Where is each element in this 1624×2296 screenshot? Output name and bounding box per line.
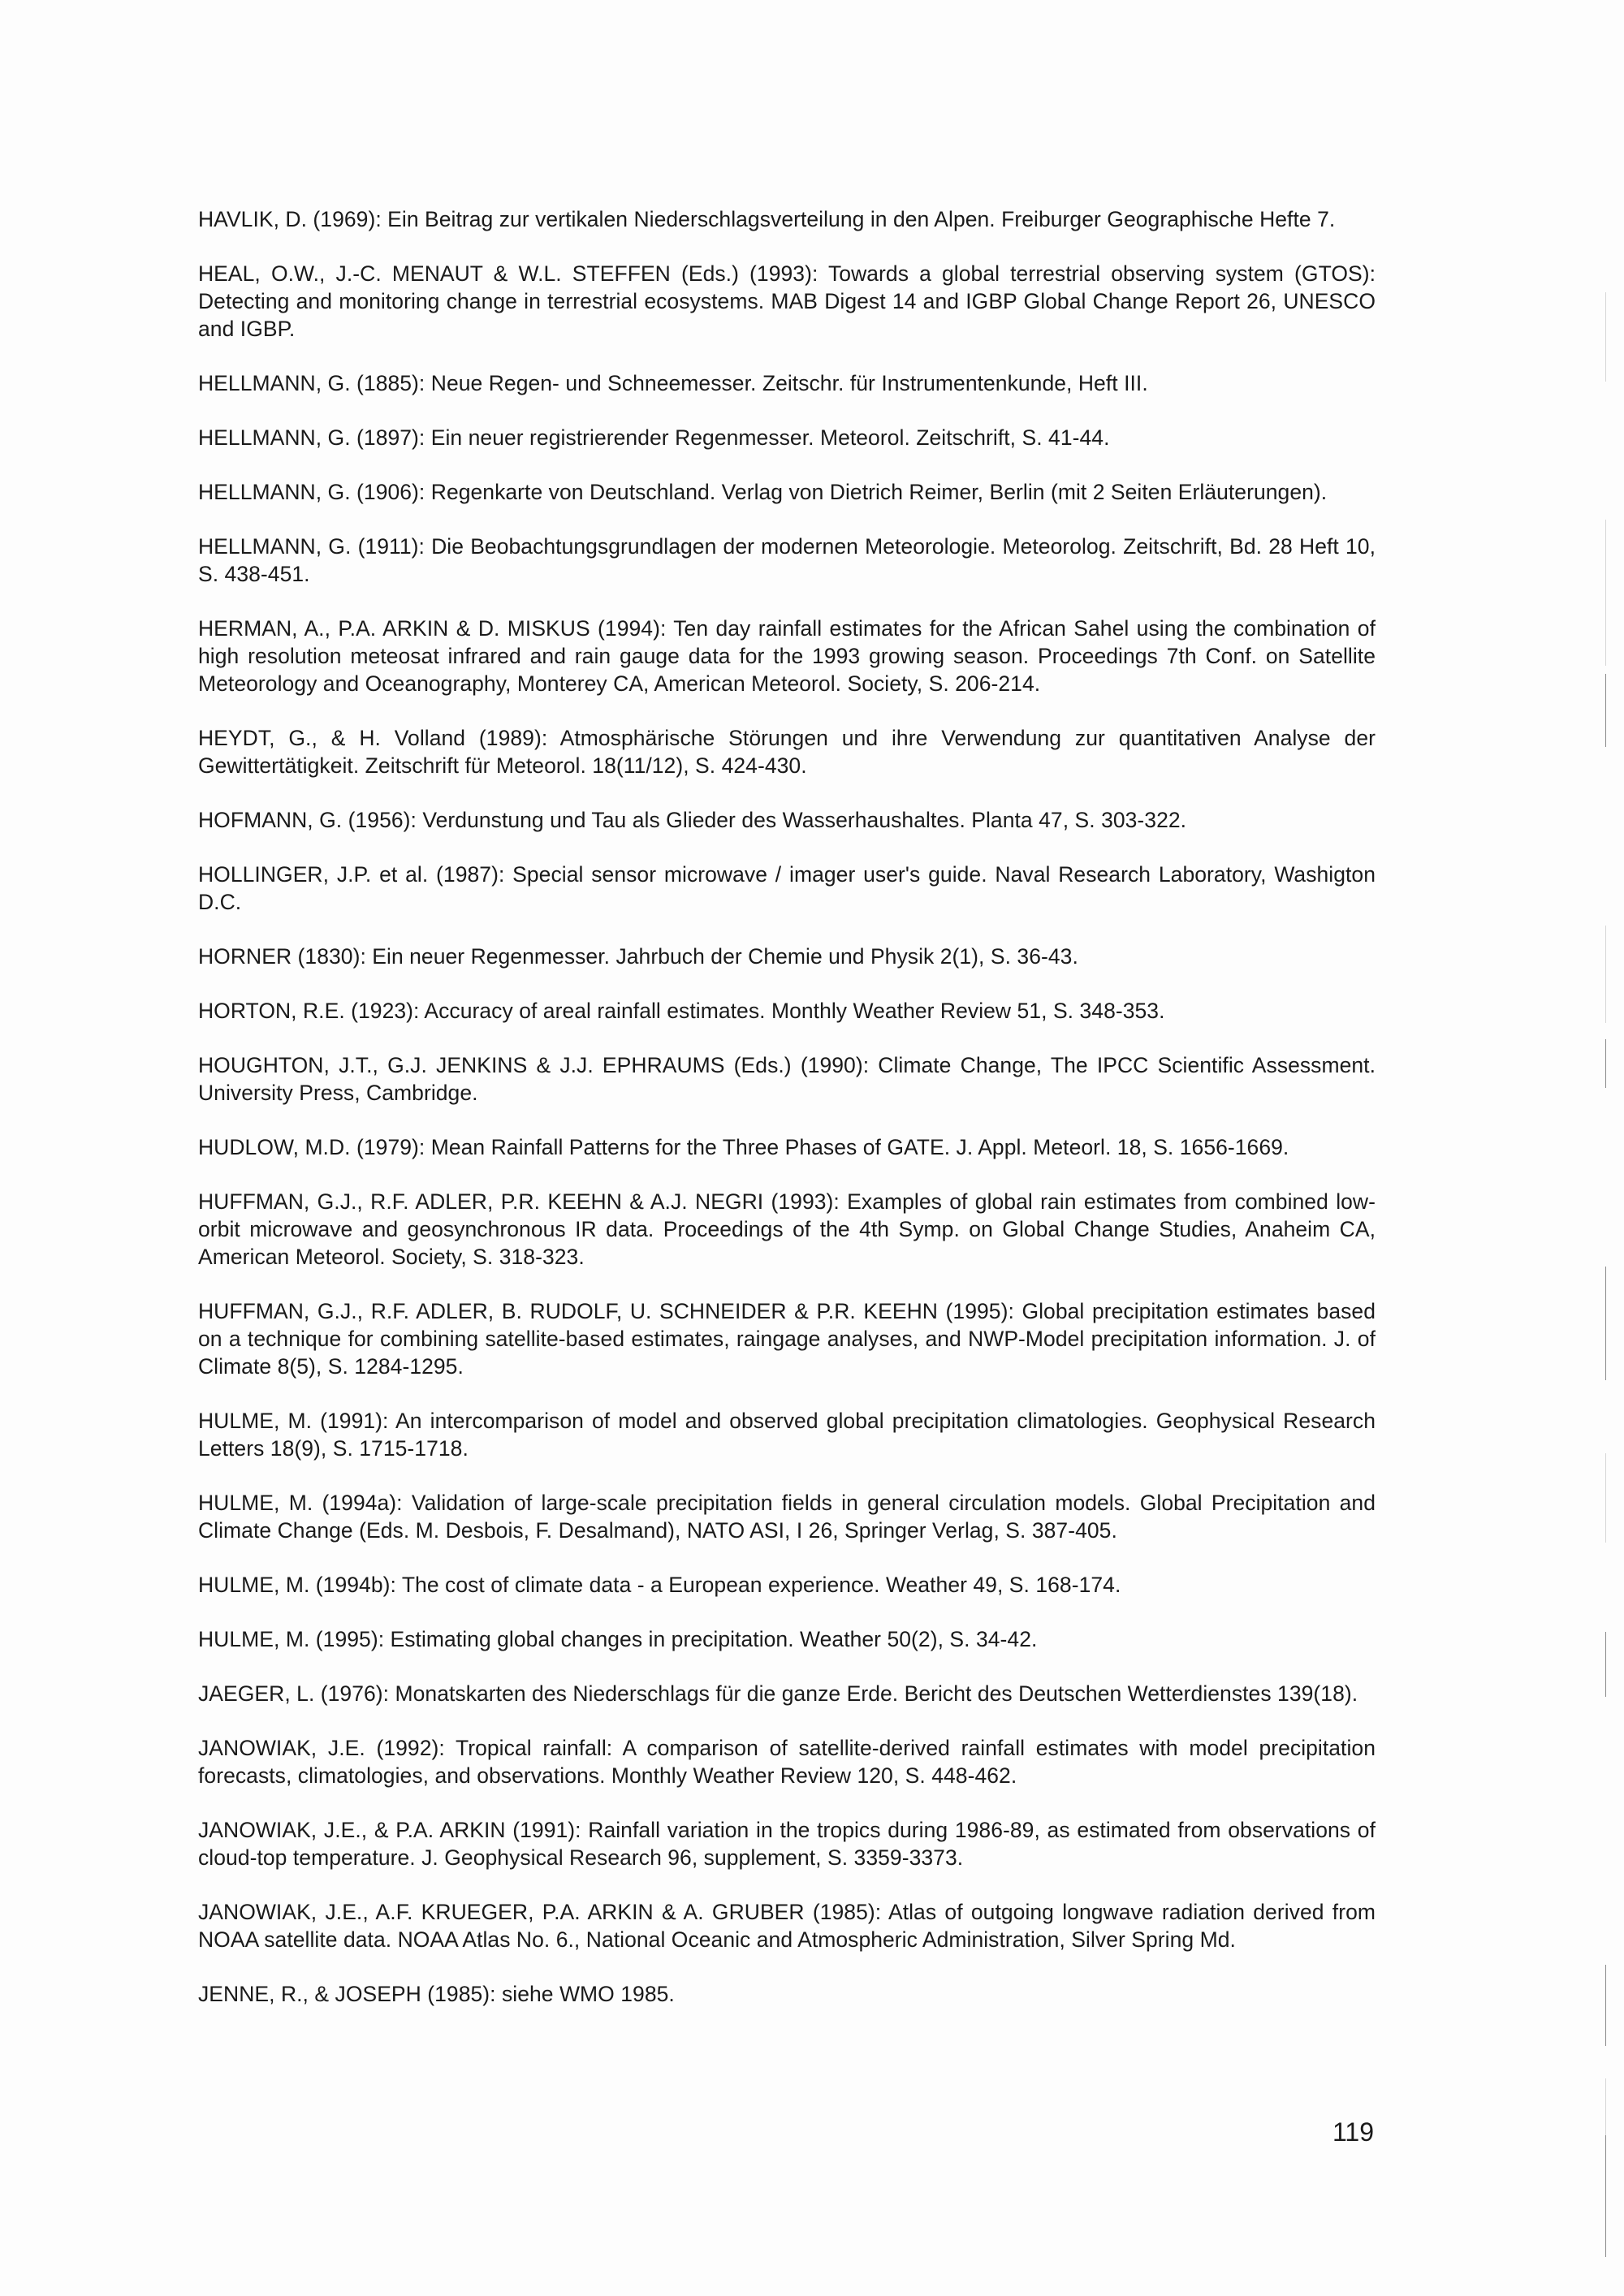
reference-entry: HULME, M. (1995): Estimating global changes in precipitation. Weather 50(2), S. 34-42. (198, 1627, 1038, 1651)
reference-entry: HOUGHTON, J.T., G.J. JENKINS & J.J. EPHRAUMS (Eds.) (1990): Climate Change, The IPCC Scientific Assessment. University Press, Cambridge. (198, 1053, 1376, 1105)
reference-entry: HAVLIK, D. (1969): Ein Beitrag zur vertikalen Niederschlagsverteilung in den Alpen. Freiburger Geographische Hefte 7. (198, 207, 1336, 231)
reference-entry: HUDLOW, M.D. (1979): Mean Rainfall Patterns for the Three Phases of GATE. J. Appl. Meteorl. 18, S. 1656-1669. (198, 1135, 1289, 1159)
scan-artifact-line (1605, 674, 1606, 747)
scan-artifact-line (1605, 520, 1606, 666)
scan-artifact-line (1605, 292, 1606, 382)
reference-entry: HORTON, R.E. (1923): Accuracy of areal rainfall estimates. Monthly Weather Review 51, S. 348-353. (198, 999, 1165, 1023)
scan-artifact-line (1605, 926, 1606, 1023)
scan-artifact-line (1605, 1267, 1606, 1380)
scan-artifact-line (1605, 1965, 1606, 2046)
scan-artifact-line (1605, 1453, 1606, 1543)
scan-artifact-line (1605, 1039, 1606, 1088)
reference-entry: JANOWIAK, J.E., & P.A. ARKIN (1991): Rainfall variation in the tropics during 1986-89, as estimated from observations of cloud-top temperature. J. Geophysical Research 96, supplement, S. 3359-3373. (198, 1818, 1376, 1870)
page-number: 119 (1332, 2117, 1374, 2147)
reference-entry: HUFFMAN, G.J., R.F. ADLER, P.R. KEEHN & A.J. NEGRI (1993): Examples of global rain estimates from combined low-orbit microwave and geosynchronous IR data. Proceedings of the 4th Symp. on Global Change Studies, Anaheim CA, American Meteorol. Society, S. 318-323. (198, 1189, 1376, 1269)
reference-entry: HUFFMAN, G.J., R.F. ADLER, B. RUDOLF, U. SCHNEIDER & P.R. KEEHN (1995): Global precipitation estimates based on a technique for combining satellite-based estimates, raingage analyses, and NWP-Model precipitation information. J. of Climate 8(5), S. 1284-1295. (198, 1299, 1376, 1379)
reference-entry: HEAL, O.W., J.-C. MENAUT & W.L. STEFFEN (Eds.) (1993): Towards a global terrestrial observing system (GTOS): Detecting and monitoring change in terrestrial ecosystems. MAB Digest 14 and IGBP Global Change Report 26, UNESCO and IGBP. (198, 261, 1376, 341)
scan-artifact-line (1605, 2135, 1606, 2257)
reference-entry: HELLMANN, G. (1911): Die Beobachtungsgrundlagen der modernen Meteorologie. Meteorolog. Zeitschrift, Bd. 28 Heft 10, S. 438-451. (198, 534, 1376, 586)
reference-entry: HULME, M. (1991): An intercomparison of model and observed global precipitation climatologies. Geophysical Research Letters 18(9), S. 1715-1718. (198, 1409, 1376, 1461)
reference-entry: HEYDT, G., & H. Volland (1989): Atmosphärische Störungen und ihre Verwendung zur quantitativen Analyse der Gewittertätigkeit. Zeitschrift für Meteorol. 18(11/12), S. 424-430. (198, 726, 1376, 778)
reference-list (198, 205, 1376, 2035)
reference-entry: HORNER (1830): Ein neuer Regenmesser. Jahrbuch der Chemie und Physik 2(1), S. 36-43. (198, 944, 1078, 969)
reference-entry: JANOWIAK, J.E. (1992): Tropical rainfall: A comparison of satellite-derived rainfall estimates with model precipitation forecasts, climatologies, and observations. Monthly Weather Review 120, S. 448-462. (198, 1736, 1376, 1788)
reference-entry: HELLMANN, G. (1897): Ein neuer registrierender Regenmesser. Meteorol. Zeitschrift, S. 41-44. (198, 425, 1110, 450)
reference-entry: HULME, M. (1994a): Validation of large-scale precipitation fields in general circulation models. Global Precipitation and Climate Change (Eds. M. Desbois, F. Desalmand), NATO ASI, I 26, Springer Verlag, S. 387-405. (198, 1491, 1376, 1543)
reference-entry: HERMAN, A., P.A. ARKIN & D. MISKUS (1994): Ten day rainfall estimates for the African Sahel using the combination of high resolution meteosat infrared and rain gauge data for the 1993 growing season. Proceedings 7th Conf. on Satellite Meteorology and Oceanography, Monterey CA, American Meteorol. Society, S. 206-214. (198, 616, 1376, 696)
scan-artifact-line (1605, 2078, 1606, 2135)
reference-entry: JANOWIAK, J.E., A.F. KRUEGER, P.A. ARKIN & A. GRUBER (1985): Atlas of outgoing longwave radiation derived from NOAA satellite data. NOAA Atlas No. 6., National Oceanic and Atmospheric Administration, Silver Spring Md. (198, 1900, 1376, 1952)
reference-entry: HOFMANN, G. (1956): Verdunstung und Tau als Glieder des Wasserhaushaltes. Planta 47, S. 303-322. (198, 808, 1187, 832)
reference-entry: HELLMANN, G. (1885): Neue Regen- und Schneemesser. Zeitschr. für Instrumentenkunde, Heft III. (198, 371, 1148, 395)
reference-entry: HELLMANN, G. (1906): Regenkarte von Deutschland. Verlag von Dietrich Reimer, Berlin (mit 2 Seiten Erläuterungen). (198, 480, 1328, 504)
reference-entry: JAEGER, L. (1976): Monatskarten des Niederschlags für die ganze Erde. Bericht des Deutschen Wetterdienstes 139(18). (198, 1681, 1358, 1706)
reference-entry: HOLLINGER, J.P. et al. (1987): Special sensor microwave / imager user's guide. Naval Research Laboratory, Washigton D.C. (198, 862, 1376, 914)
reference-entry: HULME, M. (1994b): The cost of climate data - a European experience. Weather 49, S. 168-174. (198, 1573, 1121, 1597)
reference-entry: JENNE, R., & JOSEPH (1985): siehe WMO 1985. (198, 1982, 675, 2006)
scan-artifact-line (1605, 1632, 1606, 1697)
